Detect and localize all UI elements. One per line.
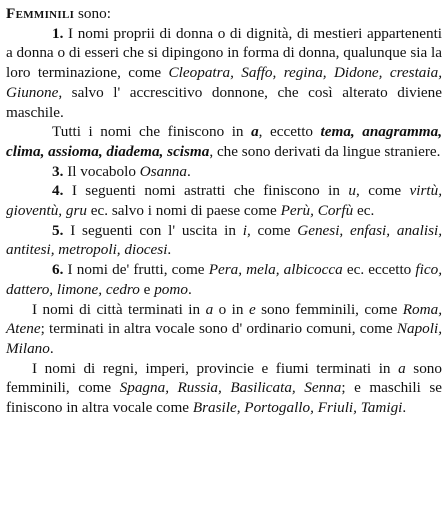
text-run: , come: [355, 182, 410, 200]
section-heading: [6, 4, 442, 24]
text-run: o in: [213, 300, 249, 318]
paragraph-rule-6: [6, 260, 442, 299]
rule-number: 5.: [52, 221, 71, 239]
rule-number: 6.: [52, 261, 68, 279]
emphasized-term: tema, anagramma, clima, assioma, diadema, scisma: [6, 123, 442, 160]
example-term: virtù, gioventù, gru: [6, 182, 442, 220]
text-run: sono femminili, come: [6, 359, 442, 397]
example-term: i: [242, 221, 247, 239]
text-run: .: [402, 399, 407, 417]
example-term: pomo: [154, 280, 188, 298]
text-run: .: [167, 241, 172, 259]
text-run: e: [139, 280, 155, 298]
text-run: , eccetto: [258, 123, 321, 141]
example-term: u: [348, 182, 356, 200]
text-run: sono femminili, come: [255, 300, 403, 318]
paragraph-rule-1: [6, 24, 442, 123]
example-term: fico, dattero, limone, cedro: [6, 261, 442, 298]
example-term: Roma, Atene: [6, 300, 442, 338]
example-term: a: [398, 359, 406, 377]
text-run: .: [49, 339, 54, 357]
paragraph-rule-5: [6, 221, 442, 260]
example-term: Genesi, enfasi, analisi, antitesi, metropoli, diocesi: [6, 221, 443, 259]
text-run: .: [187, 162, 191, 180]
text-run: ; terminati in altra vocale sono d' ordinario comuni, come: [40, 320, 397, 338]
paragraph-rule-4: [6, 181, 442, 220]
example-term: Brasile, Portogallo, Friuli, Tamigi: [192, 399, 403, 417]
text-run: Il vocabolo: [67, 162, 140, 180]
emphasized-term: a: [251, 123, 259, 141]
heading-label: Femminili: [6, 5, 75, 22]
text-run: I seguenti nomi astratti che finiscono in: [71, 182, 349, 200]
example-term: Napoli, Milano: [6, 320, 442, 357]
paragraph-rule-3: [6, 162, 442, 182]
example-term: Pera, mela, albicocca: [208, 261, 343, 279]
example-term: Spagna, Russia, Basilicata, Senna: [119, 379, 342, 397]
paragraph-rule-2: [6, 122, 442, 161]
text-run: I nomi di regni, imperi, provincie e fiumi terminati in: [32, 359, 399, 377]
rule-number: 3.: [52, 162, 68, 180]
text-run: , salvo l' accrescitivo donnone, che così alterato diviene maschile.: [6, 83, 442, 121]
text-run: , come: [246, 221, 298, 239]
paragraph-city-names: [6, 300, 442, 359]
example-term: a: [205, 300, 214, 318]
text-run: .: [187, 280, 192, 298]
text-run: I nomi de' frutti, come: [67, 261, 209, 279]
rule-number: 1.: [52, 24, 69, 42]
text-run: ; e maschili se finiscono in altra vocale come: [6, 379, 442, 417]
example-term: Perù, Corfù: [280, 202, 354, 220]
rule-number: 4.: [52, 182, 72, 200]
text-run: ec. eccetto: [342, 261, 416, 279]
example-term: e: [248, 300, 256, 318]
paragraph-region-names: [6, 359, 442, 418]
text-run: ec.: [353, 202, 375, 220]
text-run: I nomi di città terminati in: [32, 300, 206, 318]
text-run: ec. salvo i nomi di paese come: [87, 202, 281, 220]
example-term: Osanna: [139, 162, 187, 180]
heading-suffix: sono:: [74, 5, 111, 22]
text-run: I seguenti con l' uscita in: [70, 221, 243, 239]
text-run: , che sono derivati da lingue straniere.: [209, 142, 441, 160]
example-term: Cleopatra, Saffo, regina, Didone, crestaia, Giunone: [6, 64, 442, 101]
text-run: I nomi proprii di donna o di dignità, di mestieri appartenenti a donna o di esseri che si dipingono in forma di donna, qualunque sia la loro terminazione, come: [6, 24, 443, 82]
text-run: Tutti i nomi che finiscono in: [52, 123, 252, 141]
